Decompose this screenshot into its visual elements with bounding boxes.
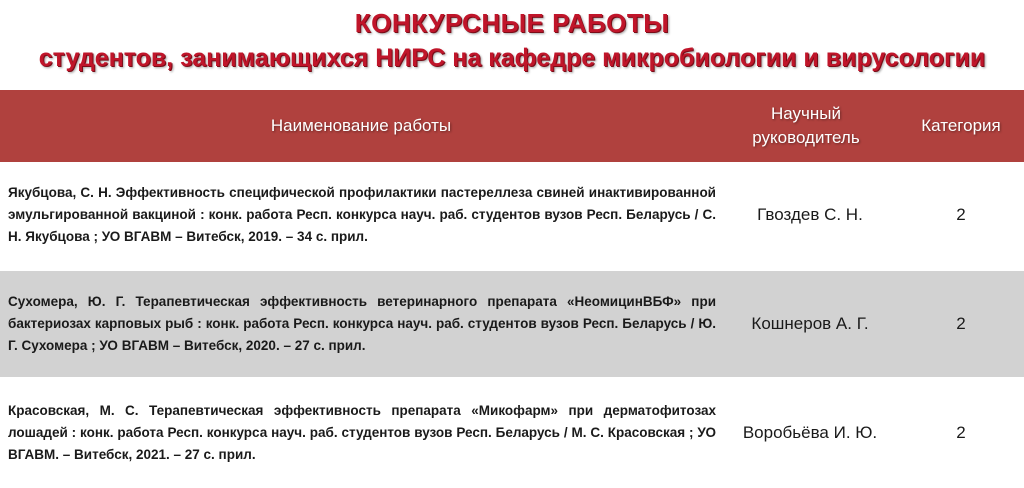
table-row — [0, 162, 1024, 268]
category-cell: 2 — [956, 205, 966, 224]
header-supervisor-label: Научный руководитель — [752, 104, 860, 147]
supervisor-cell: Кошнеров А. Г. — [751, 314, 869, 333]
header-category: Категория — [921, 116, 1001, 135]
header-supervisor — [722, 90, 890, 162]
table-row — [0, 271, 1024, 377]
title-block — [0, 0, 1024, 90]
category-cell: 2 — [956, 423, 966, 442]
work-description-cell — [8, 162, 716, 268]
work-description: Красовская, М. С. Терапевтическая эффективность препарата «Микофарм» при дерматофитозах лошадей : конк. работа Респ. конкурса науч. раб. студентов вузов Респ. Беларусь / М. С. Красовская ; УО ВГАВМ. – Витебск, 2021. – 27 с. прил. — [8, 403, 716, 462]
work-description: Сухомера, Ю. Г. Терапевтическая эффективность ветеринарного препарата «НеомицинВБФ» при бактериозах карповых рыб : конк. работа Респ. конкурса науч. раб. студентов вузов Респ. Беларусь / Ю. Г. Сухомера ; УО ВГАВМ – Витебск, 2020. – 27 с. прил. — [8, 294, 716, 353]
work-description: Якубцова, С. Н. Эффективность специфической профилактики пастереллеза свиней инактивированной эмульгированной вакциной : конк. работа Респ. конкурса науч. раб. студентов вузов Респ. Беларусь / С. Н. Якубцова ; УО ВГАВМ – Витебск, 2019. – 34 с. прил. — [8, 185, 716, 244]
header-work-name: Наименование работы — [270, 116, 452, 135]
work-description-cell — [8, 380, 716, 486]
page-title: КОНКУРСНЫЕ РАБОТЫ — [354, 8, 670, 38]
supervisor-cell: Воробьёва И. Ю. — [742, 423, 878, 442]
page-subtitle: студентов, занимающихся НИРС на кафедре микробиологии и вирусологии — [38, 44, 986, 72]
table-header — [0, 90, 1024, 162]
table-row — [0, 380, 1024, 486]
supervisor-cell: Гвоздев С. Н. — [757, 205, 863, 224]
work-description-cell — [8, 271, 716, 377]
category-cell: 2 — [956, 314, 966, 333]
